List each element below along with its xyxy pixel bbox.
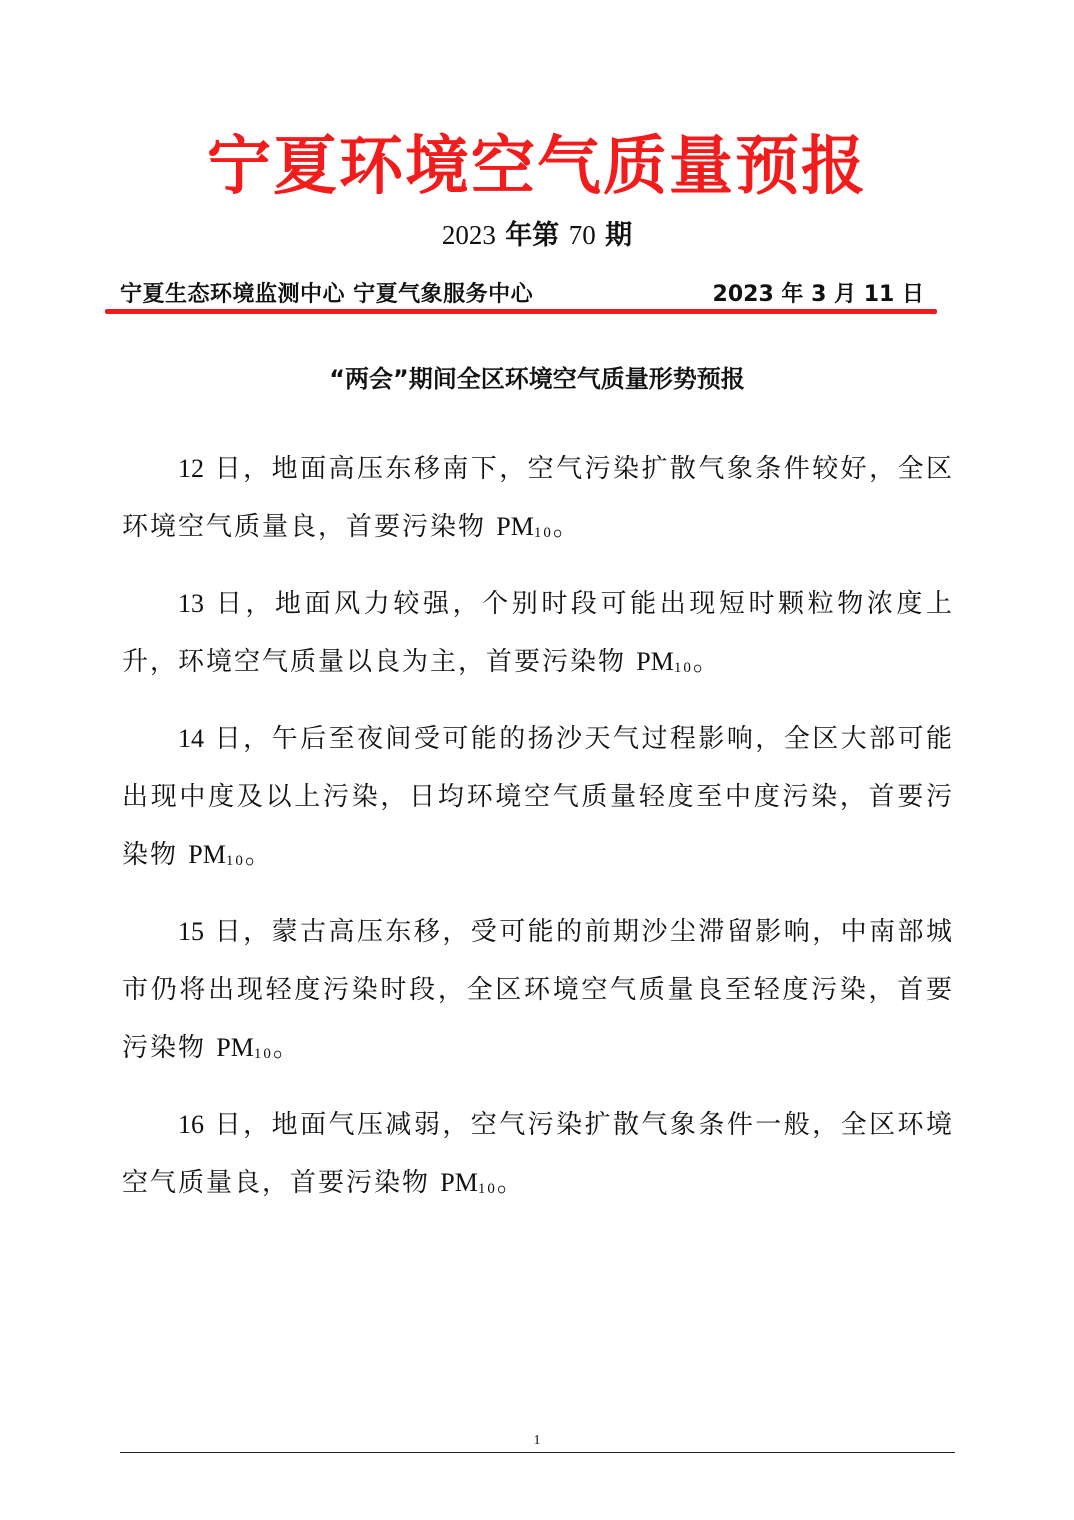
pollutant-subscript: 10	[533, 525, 553, 541]
forecast-end: 。	[552, 512, 581, 542]
forecast-day: 14	[178, 724, 204, 753]
pollutant-name: PM	[188, 840, 226, 869]
issue-year: 2023	[441, 220, 496, 250]
forecast-text: 日，地面高压东移南下，空气污染扩散气象条件较好，全区环境空气质量良，首要污染物	[122, 454, 954, 542]
forecast-paragraph-12	[122, 440, 954, 562]
forecast-end: 。	[692, 647, 721, 677]
issue-line	[0, 215, 1074, 256]
forecast-text: 日，蒙古高压东移，受可能的前期沙尘滞留影响，中南部城市仍将出现轻度污染时段，全区环境空气质量良至轻度污染，首要污染物	[122, 917, 954, 1063]
issuing-organizations: 宁夏生态环境监测中心 宁夏气象服务中心	[120, 282, 534, 307]
issue-number-suffix: 期	[595, 220, 633, 251]
footer-rule	[120, 1452, 955, 1453]
pollutant-subscript: 10	[253, 1046, 273, 1062]
forecast-text: 日，地面风力较强，个别时段可能出现短时颗粒物浓度上升，环境空气质量以良为主，首要污染物	[122, 589, 954, 677]
pollutant-name: PM	[440, 1168, 478, 1197]
forecast-paragraph-14	[122, 710, 954, 890]
forecast-day: 13	[178, 589, 204, 618]
pollutant-subscript: 10	[673, 660, 693, 676]
pollutant-subscript: 10	[477, 1181, 497, 1197]
forecast-end: 。	[496, 1168, 525, 1198]
forecast-paragraph-13	[122, 575, 954, 697]
forecast-body	[122, 440, 954, 1231]
forecast-text: 日，地面气压减弱，空气污染扩散气象条件一般，全区环境空气质量良，首要污染物	[122, 1110, 954, 1198]
forecast-end: 。	[244, 840, 273, 870]
forecast-text: 日，午后至夜间受可能的扬沙天气过程影响，全区大部可能出现中度及以上污染，日均环境空气质量轻度至中度污染，首要污染物	[122, 724, 954, 870]
pollutant-name: PM	[636, 647, 674, 676]
issue-date: 2023 年 3 月 11 日	[712, 282, 924, 307]
pollutant-name: PM	[496, 512, 534, 541]
issue-year-suffix: 年第	[495, 220, 569, 251]
forecast-day: 12	[178, 454, 204, 483]
issue-number: 70	[568, 220, 596, 250]
forecast-day: 15	[178, 917, 204, 946]
masthead-title: 宁夏环境空气质量预报	[207, 130, 867, 204]
page-number: 1	[533, 1433, 541, 1448]
forecast-end: 。	[272, 1033, 301, 1063]
forecast-headline: “两会”期间全区环境空气质量形势预报	[329, 365, 745, 393]
forecast-paragraph-15	[122, 903, 954, 1083]
forecast-day: 16	[178, 1110, 204, 1139]
pollutant-subscript: 10	[225, 853, 245, 869]
red-header-rule	[105, 309, 937, 314]
forecast-paragraph-16	[122, 1096, 954, 1218]
pollutant-name: PM	[216, 1033, 254, 1062]
